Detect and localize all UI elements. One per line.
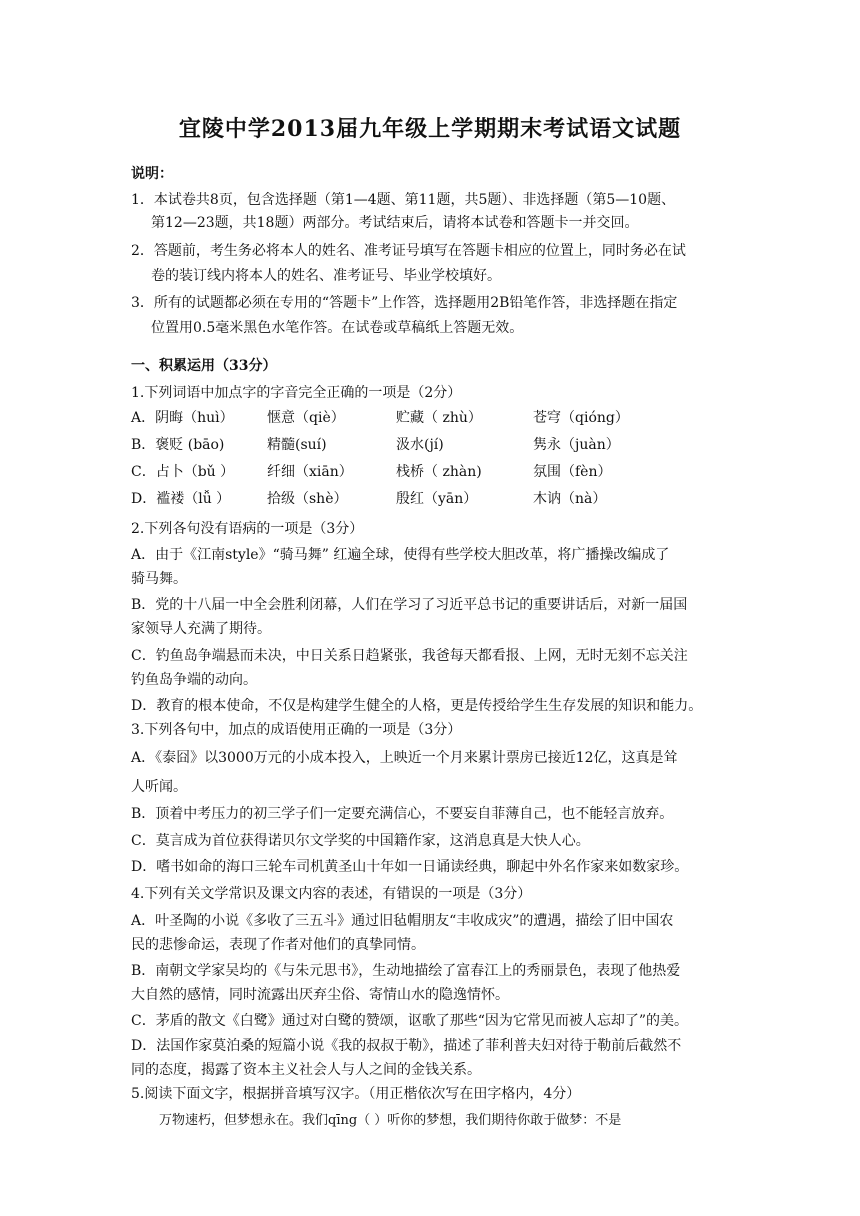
question-1-options (131, 408, 731, 518)
option-cell: 苍穹（qióng） (533, 410, 629, 426)
question-2-line: 骑马舞。 (131, 571, 187, 587)
question-3-line: A．《泰囧》以3000万元的小成本投入，上映近一个月来累计票房已接近12亿，这真是耸 (131, 750, 678, 766)
option-cell: A．阴晦（huì） (131, 410, 234, 426)
question-4-line: A．叶圣陶的小说《多收了三五斗》通过旧毡帽朋友“丰收成灾”的遭遇，描绘了旧中国农 (131, 913, 674, 929)
question-4-line: B．南朝文学家吴均的《与朱元思书》，生动地描绘了富春江上的秀丽景色，表现了他热爱 (131, 963, 681, 979)
notice-heading: 说明： (131, 166, 173, 182)
question-2-stem: 2.下列各句没有语病的一项是（3分） (131, 521, 364, 537)
page-title: 宜陵中学2013届九年级上学期期末考试语文试题 (178, 116, 682, 142)
option-cell: 木讷（nà） (533, 491, 607, 507)
question-5-stem: 5.阅读下面文字，根据拼音填写汉字。（用正楷依次写在田字格内，4分） (131, 1086, 581, 1102)
question-4-line: 大自然的感情，同时流露出厌弃尘俗、寄情山水的隐逸情怀。 (131, 987, 509, 1003)
question-5-passage: 万物速朽，但梦想永在。我们qīng（ ）听你的梦想，我们期待你敢于做梦：不是 (159, 1113, 622, 1128)
section-heading: 一、积累运用（33分） (131, 358, 277, 374)
question-2-line: D．教育的根本使命，不仅是构建学生健全的人格，更是传授给学生生存发展的知识和能力。 (131, 698, 703, 714)
option-cell: 汲水(jí) (396, 437, 444, 453)
notice-line: 1．本试卷共8页，包含选择题（第1—4题、第11题，共5题）、非选择题（第5—10题、 (131, 192, 676, 208)
question-2-line: A．由于《江南style》“骑马舞” 红遍全球，使得有些学校大胆改革，将广播操改编成了 (131, 547, 670, 563)
option-cell: B．褒贬 (bāo) (131, 437, 225, 453)
notice-line: 2．答题前，考生务必将本人的姓名、准考证号填写在答题卡相应的位置上，同时务必在试 (131, 243, 686, 259)
option-cell: 贮藏（ zhù） (396, 410, 482, 426)
question-3-stem: 3.下列各句中，加点的成语使用正确的一项是（3分） (131, 722, 462, 738)
option-cell: 氛围（fèn） (533, 464, 612, 480)
notice-line: 第12—23题，共18题）两部分。考试结束后，请将本试卷和答题卡一并交回。 (151, 215, 639, 231)
notice-line: 3．所有的试题都必须在专用的“答题卡”上作答，选择题用2B铅笔作答，非选择题在指定 (131, 295, 678, 311)
question-4-stem: 4.下列有关文学常识及课文内容的表述，有错误的一项是（3分） (131, 886, 532, 902)
notice-line: 卷的装订线内将本人的姓名、准考证号、毕业学校填好。 (151, 268, 501, 284)
question-4-line: C．茅盾的散文《白鹭》通过对白鹭的赞颂，讴歌了那些“因为它常见而被人忘却了”的美。 (131, 1013, 689, 1029)
option-cell: 隽永（juàn） (533, 437, 620, 453)
option-cell: 纤细（xiān） (267, 464, 353, 480)
option-cell: 惬意（qiè） (267, 410, 345, 426)
notice-line: 位置用0.5毫米黑色水笔作答。在试卷或草稿纸上答题无效。 (151, 320, 524, 336)
option-cell: 拾级（shè） (267, 491, 348, 507)
question-2-line: C．钓鱼岛争端悬而未决，中日关系日趋紧张，我爸每天都看报、上网，无时无刻不忘关注 (131, 648, 688, 664)
question-2-line: 钓鱼岛争端的动向。 (131, 672, 257, 688)
question-1-stem: 1.下列词语中加点字的字音完全正确的一项是（2分） (131, 385, 462, 401)
option-cell: 栈桥（ zhàn) (396, 464, 482, 480)
question-3-line: D．嗜书如命的海口三轮车司机黄圣山十年如一日诵读经典，聊起中外名作家来如数家珍。 (131, 859, 689, 875)
option-cell: D．褴褛（lǚ ） (131, 491, 231, 507)
question-3-line: B．顶着中考压力的初三学子们一定要充满信心，不要妄自菲薄自己，也不能轻言放弃。 (131, 806, 674, 822)
question-2-line: B．党的十八届一中全会胜利闭幕，人们在学习了习近平总书记的重要讲话后，对新一届国 (131, 597, 688, 613)
option-cell: 精髓(suí) (267, 437, 327, 453)
question-4-line: 民的悲惨命运，表现了作者对他们的真挚同情。 (131, 937, 425, 953)
option-cell: 殷红（yān） (396, 491, 478, 507)
question-4-line: D．法国作家莫泊桑的短篇小说《我的叔叔于勒》，描述了菲利普夫妇对待于勒前后截然不 (131, 1038, 682, 1054)
question-3-line: 人听闻。 (131, 779, 187, 795)
question-3-line: C．莫言成为首位获得诺贝尔文学奖的中国籍作家，这消息真是大快人心。 (131, 833, 590, 849)
question-4-line: 同的态度，揭露了资本主义社会人与人之间的金钱关系。 (131, 1062, 481, 1078)
question-2-line: 家领导人充满了期待。 (131, 621, 271, 637)
option-cell: C．占卜（bǔ ） (131, 464, 235, 480)
